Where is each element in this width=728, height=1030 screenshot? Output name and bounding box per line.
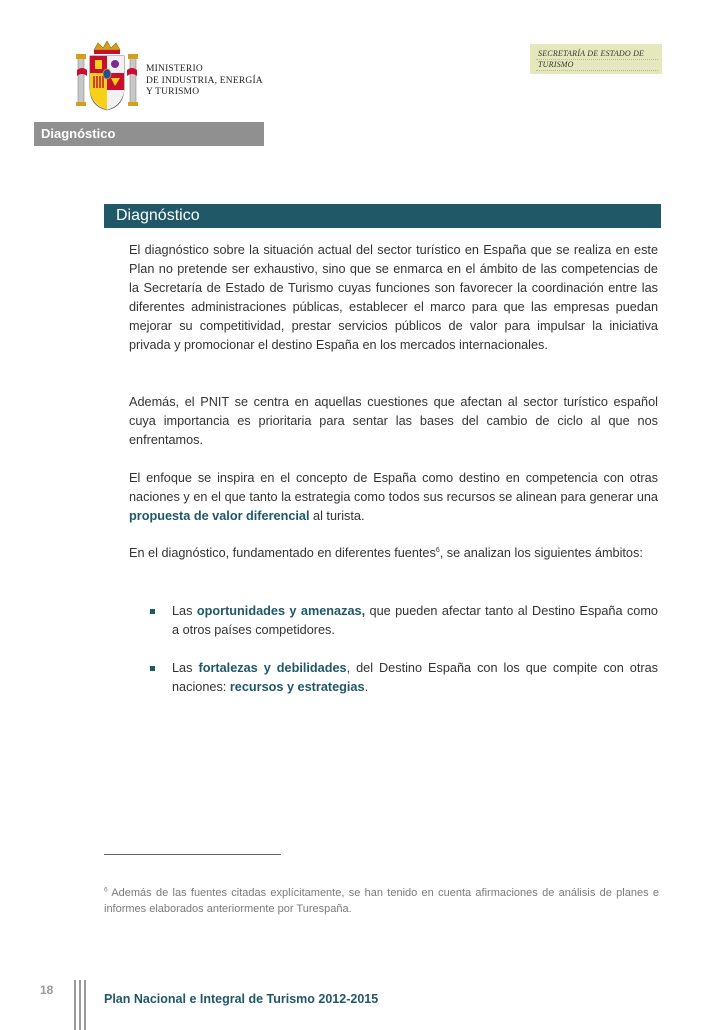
ministry-line: DE INDUSTRIA, ENERGÍA [146, 75, 263, 86]
text-run: Las [172, 604, 197, 618]
list-item-text [172, 659, 658, 697]
divider [74, 980, 76, 1030]
text-run: al turista. [309, 509, 365, 523]
text-run: que pueden afectar tanto al Destino España como a otros países competidores. [172, 604, 658, 637]
footnote-divider [104, 854, 281, 855]
ministry-name [146, 64, 263, 99]
section-label: Diagnóstico [34, 122, 264, 146]
ministry-line: MINISTERIO [146, 64, 203, 74]
divider [84, 980, 86, 1030]
coat-of-arms-icon [74, 40, 140, 114]
list-item [150, 659, 658, 697]
divider [79, 980, 81, 1030]
paragraph-enfoque [129, 469, 658, 526]
footnote-text: Además de las fuentes citadas explícitamente, se han tenido en cuenta afirmaciones de análisis de planes e informes elaborados anteriormente por Turespaña. [104, 887, 659, 915]
list-item [150, 602, 658, 640]
text-run: , se analizan los siguientes ámbitos: [439, 546, 643, 560]
footnote-number: 6 [104, 886, 108, 894]
highlight-text: recursos y estrategias [229, 680, 365, 694]
divider [536, 59, 658, 60]
paragraph-ambitos [129, 544, 658, 563]
text-run: . [364, 680, 369, 694]
divider [536, 70, 658, 71]
secretaria-box [530, 44, 662, 74]
footer-lines [74, 980, 88, 1030]
text-run: En el diagnóstico, fundamentado en diferentes fuentes [129, 546, 436, 560]
bullet-square-icon [150, 666, 155, 671]
page-number: 18 [40, 983, 54, 997]
bullet-square-icon [150, 609, 155, 614]
highlight-text: fortalezas y debilidades [198, 661, 347, 675]
paragraph-intro: El diagnóstico sobre la situación actual del sector turístico en España que se realiza en este Plan no pretende ser exhaustivo, sino que se enmarca en el ámbito de las competencias de la Secretaría de Estado de Turismo cuyas funciones son favorecer la coordinación entre las diferentes administraciones públicas, establecer el marco para que las empresas puedan mejorar su competitividad, prestar servicios públicos de valor para impulsar la iniciativa privada y promocionar el destino España en los mercados internacionales. [129, 243, 658, 352]
ministry-line: Y TURISMO [146, 87, 200, 97]
text-run: El enfoque se inspira en el concepto de España como destino en competencia con otras naciones y en el que tanto la estrategia como todos sus recursos se alinean para generar una [129, 471, 658, 504]
footer-title: Plan Nacional e Integral de Turismo 2012-2015 [104, 992, 379, 1006]
text-run: Las [172, 661, 199, 675]
highlight-text: propuesta de valor diferencial [129, 509, 310, 523]
paragraph-pnit: Además, el PNIT se centra en aquellas cuestiones que afectan al sector turístico español cuya importancia es prioritaria para sentar las bases del cambio de ciclo al que nos enfrentamos. [129, 395, 658, 447]
section-heading: Diagnóstico [104, 204, 661, 228]
secretaria-line: SECRETARÍA DE ESTADO DE [538, 49, 645, 58]
footnote [104, 885, 659, 917]
footnote-ref: 6 [435, 546, 440, 554]
text-run: , del Destino España con los que compite con otras naciones: [172, 661, 659, 694]
secretaria-line: TURISMO [538, 60, 574, 69]
highlight-text: oportunidades y amenazas, [196, 604, 366, 618]
list-item-text [172, 602, 658, 640]
